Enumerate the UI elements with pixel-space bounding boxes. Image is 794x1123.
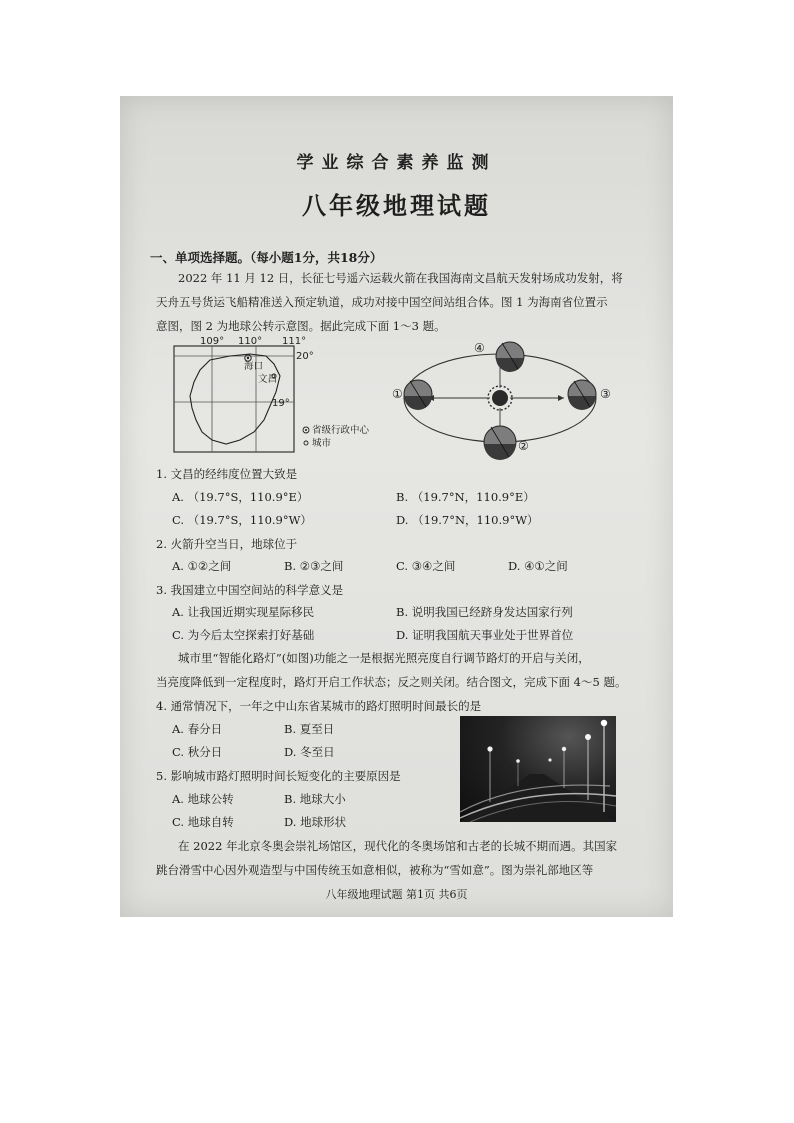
q5-option-a: A. 地球公转	[172, 792, 234, 806]
position-label-2: ②	[518, 439, 529, 453]
q2-option-d: D. ④①之间	[508, 559, 568, 573]
intro-line: 意图，图 2 为地球公转示意图。据此完成下面 1～3 题。	[156, 319, 446, 333]
q5-option-d: D. 地球形状	[284, 815, 347, 829]
legend-city: 城市	[312, 438, 332, 449]
q4-option-c: C. 秋分日	[172, 745, 223, 759]
question-4-stem: 4. 通常情况下，一年之中山东省某城市的路灯照明时间最长的是	[156, 699, 482, 713]
q5-option-c: C. 地球自转	[172, 815, 234, 829]
q1-option-a: A. （19.7°S，110.9°E）	[172, 490, 309, 504]
q1-option-b: B. （19.7°N，110.9°E）	[396, 490, 535, 504]
passage-line: 当亮度降低到一定程度时，路灯开启工作状态；反之则关闭。结合图文，完成下面 4～5 题。	[156, 675, 627, 689]
earth-position-1	[404, 380, 432, 410]
smart-streetlight-photo	[460, 716, 616, 822]
question-5-stem: 5. 影响城市路灯照明时间长短变化的主要原因是	[156, 769, 401, 783]
section-title: 一、单项选择题。（每小题1分，共18分）	[150, 250, 383, 265]
earth-position-4	[496, 342, 524, 372]
intro-line: 2022 年 11 月 12 日，长征七号遥六运载火箭在我国海南文昌航天发射场成功发射，将	[178, 271, 623, 285]
lat-label: 19°	[272, 398, 290, 409]
q4-option-d: D. 冬至日	[284, 745, 335, 759]
question-2-stem: 2. 火箭升空当日，地球位于	[156, 537, 298, 551]
q5-option-b: B. 地球大小	[284, 792, 346, 806]
passage-line: 在 2022 年北京冬奥会崇礼场馆区，现代化的冬奥场馆和古老的长城不期而遇。其国家	[178, 839, 618, 853]
q1-option-d: D. （19.7°N，110.9°W）	[396, 513, 539, 527]
exam-subtitle: 八年级地理试题	[302, 191, 491, 220]
intro-line: 天舟五号货运飞船精准送入预定轨道，成功对接中国空间站组合体。图 1 为海南省位置示	[156, 295, 608, 309]
earth-position-3	[568, 380, 596, 410]
place-haikou: 海口	[244, 361, 264, 372]
earth-position-2	[484, 426, 516, 460]
lon-label: 111°	[282, 336, 307, 347]
question-1-stem: 1. 文昌的经纬度位置大致是	[156, 467, 298, 481]
earth-revolution-diagram	[382, 336, 622, 466]
q4-option-a: A. 春分日	[172, 722, 223, 736]
passage-line: 跳台滑雪中心因外观造型与中国传统玉如意相似，被称为“雪如意”。图为崇礼部地区等	[156, 863, 594, 877]
q3-option-c: C. 为今后太空探索打好基础	[172, 628, 315, 642]
position-label-1: ①	[392, 387, 403, 401]
lat-label: 20°	[296, 351, 314, 362]
question-3-stem: 3. 我国建立中国空间站的科学意义是	[156, 583, 344, 597]
streetlight-scene	[460, 716, 616, 822]
place-wenchang: 文昌	[258, 374, 278, 385]
legend-city-icon	[304, 441, 308, 445]
page-footer: 八年级地理试题 第1页 共6页	[325, 888, 468, 901]
exam-paper	[120, 96, 673, 917]
exam-title: 学业综合素养监测	[296, 153, 497, 173]
q3-option-b: B. 说明我国已经跻身发达国家行列	[396, 605, 573, 619]
position-label-3: ③	[600, 387, 611, 401]
q2-option-c: C. ③④之间	[396, 559, 456, 573]
hainan-island-outline	[190, 354, 280, 444]
q2-option-b: B. ②③之间	[284, 559, 344, 573]
q1-option-c: C. （19.7°S，110.9°W）	[172, 513, 312, 527]
q3-option-a: A. 让我国近期实现星际移民	[172, 605, 315, 619]
q4-option-b: B. 夏至日	[284, 722, 335, 736]
q3-option-d: D. 证明我国航天事业处于世界首位	[396, 628, 574, 642]
hainan-location-map	[170, 336, 370, 456]
lon-label: 109°	[200, 336, 225, 347]
position-label-4: ④	[474, 341, 485, 355]
sun-icon	[488, 386, 512, 410]
legend-capital: 省级行政中心	[312, 425, 370, 436]
lon-label: 110°	[238, 336, 263, 347]
q2-option-a: A. ①②之间	[172, 559, 232, 573]
passage-line: 城市里“智能化路灯”(如图)功能之一是根据光照亮度自行调节路灯的开启与关闭，	[178, 651, 590, 665]
